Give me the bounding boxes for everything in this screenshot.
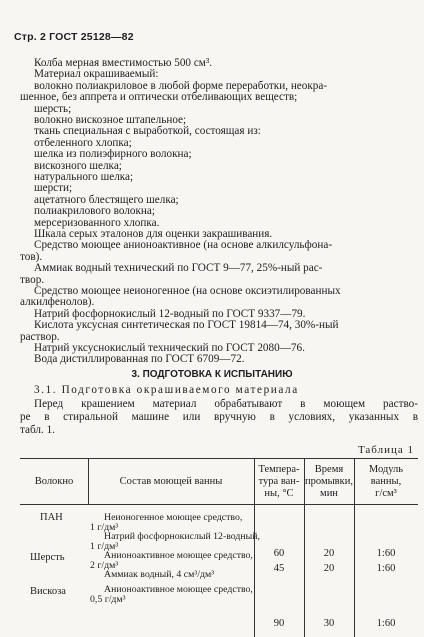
header-line: ванны, bbox=[370, 476, 402, 487]
table-cell-bath-line: 0,5 г/дм³ bbox=[90, 593, 126, 605]
body-line: Материал окрашиваемый: bbox=[34, 68, 159, 81]
table-caption: Таблица 1 bbox=[357, 444, 414, 456]
paragraph-line: ре в стиральной машине или вручную в условиях, указанных в bbox=[20, 411, 418, 423]
body-line: Шкала серых эталонов для оценки закрашивания. bbox=[34, 228, 273, 240]
table-header-rule bbox=[20, 504, 418, 505]
body-line: шерсти; bbox=[34, 182, 73, 195]
header-line: тура ван- bbox=[258, 476, 300, 487]
body-line: отбеленного хлопка; bbox=[34, 136, 132, 149]
table-cell-bath-line: 1 г/дм³ bbox=[90, 521, 119, 533]
body-line: шелка из полиэфирного волокна; bbox=[34, 148, 192, 161]
body-line: Средство моющее анионоактивное (на основе алкилсульфона- bbox=[34, 239, 333, 252]
table-cell-temp: 45 bbox=[273, 563, 285, 574]
table-cell-bath-line: 2 г/дм³ bbox=[90, 559, 119, 571]
body-line: вискозного шелка; bbox=[34, 159, 122, 172]
body-line: полиакрилового волокна; bbox=[34, 205, 155, 218]
table-cell-fiber: ПАН bbox=[40, 512, 63, 523]
table-cell-time: 20 bbox=[323, 548, 335, 559]
table-cell-fiber: Вискоза bbox=[30, 586, 66, 597]
body-line: раствор. bbox=[20, 330, 60, 343]
header-line: Время bbox=[314, 464, 344, 475]
body-line: Натрий уксуснокислый технический по ГОСТ 2080—76. bbox=[34, 342, 305, 354]
body-line: шенное, без аппрета и оптически отбеливающих веществ; bbox=[20, 91, 298, 104]
body-line: ацетатного блестящего шелка; bbox=[34, 193, 179, 206]
table-header-fiber: Волокно bbox=[34, 476, 74, 487]
body-line: твор. bbox=[20, 273, 45, 286]
paragraph-line: Перед крашением материал обрабатывают в моющем раство- bbox=[34, 398, 418, 410]
body-line: алкилфенолов). bbox=[20, 296, 95, 309]
table-cell-modulus: 1:60 bbox=[376, 563, 396, 574]
body-line: Кислота уксусная синтетическая по ГОСТ 19814—74, 30%-ный bbox=[34, 319, 339, 332]
table-cell-bath-line: Анионоактивное моющее средство, bbox=[104, 584, 253, 595]
header-line: Темпера- bbox=[258, 464, 300, 475]
header-line: мин bbox=[320, 488, 338, 499]
table-cell-modulus: 1:60 bbox=[376, 548, 396, 559]
table-cell-time: 20 bbox=[323, 563, 335, 574]
table-cell-modulus: 1:60 bbox=[376, 618, 396, 629]
table-header-temp bbox=[254, 464, 304, 500]
body-line: волокно вискозное штапельное; bbox=[34, 114, 187, 126]
body-line: тов). bbox=[20, 250, 43, 263]
header-line: ны, °С bbox=[264, 488, 294, 499]
table-cell-bath-line: Натрий фосфорнокислый 12-водный, bbox=[104, 531, 260, 542]
paragraph-line: табл. 1. bbox=[20, 424, 55, 436]
body-line: ткань специальная с выработкой, состоящая из: bbox=[34, 125, 261, 138]
table-cell-bath-line: 1 г/дм³ bbox=[90, 540, 119, 552]
body-line: волокно полиакриловое в любой форме переработки, неокра- bbox=[34, 79, 328, 92]
table-cell-fiber: Шерсть bbox=[30, 552, 65, 563]
table-top-rule bbox=[20, 458, 418, 459]
header-line: г/см³ bbox=[375, 488, 397, 499]
body-line: Натрий фосфорнокислый 12-водный по ГОСТ 9337—79. bbox=[34, 307, 306, 320]
body-line: Средство моющее неионогенное (на основе оксиэтилированных bbox=[34, 285, 341, 297]
table-header-bath: Состав моющей ванны bbox=[119, 476, 223, 487]
table-header-modulus bbox=[354, 464, 418, 500]
body-line: Аммиак водный технический по ГОСТ 9—77, 25%-ный рас- bbox=[34, 262, 323, 275]
table-cell-bath-line: Аммиак водный, 4 см³/дм³ bbox=[104, 569, 215, 580]
table-cell-bath-line: Анионоактивное моющее средство, bbox=[104, 550, 253, 561]
body-line: натурального шелка; bbox=[34, 171, 134, 183]
section-heading: 3. ПОДГОТОВКА К ИСПЫТАНИЮ bbox=[131, 369, 293, 380]
header-line: Модуль bbox=[368, 464, 404, 475]
table-cell-temp: 60 bbox=[273, 548, 285, 559]
table-cell-bath-line: Неионогенное моющее средство, bbox=[104, 512, 243, 523]
body-line: Колба мерная вместимостью 500 см³. bbox=[34, 57, 213, 69]
table-header-time bbox=[304, 464, 354, 500]
subsection-title: 3.1. Подготовка окрашиваемого материала bbox=[34, 384, 299, 396]
table-cell-temp: 90 bbox=[273, 618, 285, 629]
body-line: мерсеризованного хлопка. bbox=[34, 216, 160, 229]
body-line: Вода дистиллированная по ГОСТ 6709—72. bbox=[34, 353, 245, 366]
table-cell-time: 30 bbox=[323, 618, 335, 629]
header-line: промывки, bbox=[305, 476, 353, 487]
body-line: шерсть; bbox=[34, 102, 72, 115]
page-header: Стр. 2 ГОСТ 25128—82 bbox=[14, 31, 134, 43]
